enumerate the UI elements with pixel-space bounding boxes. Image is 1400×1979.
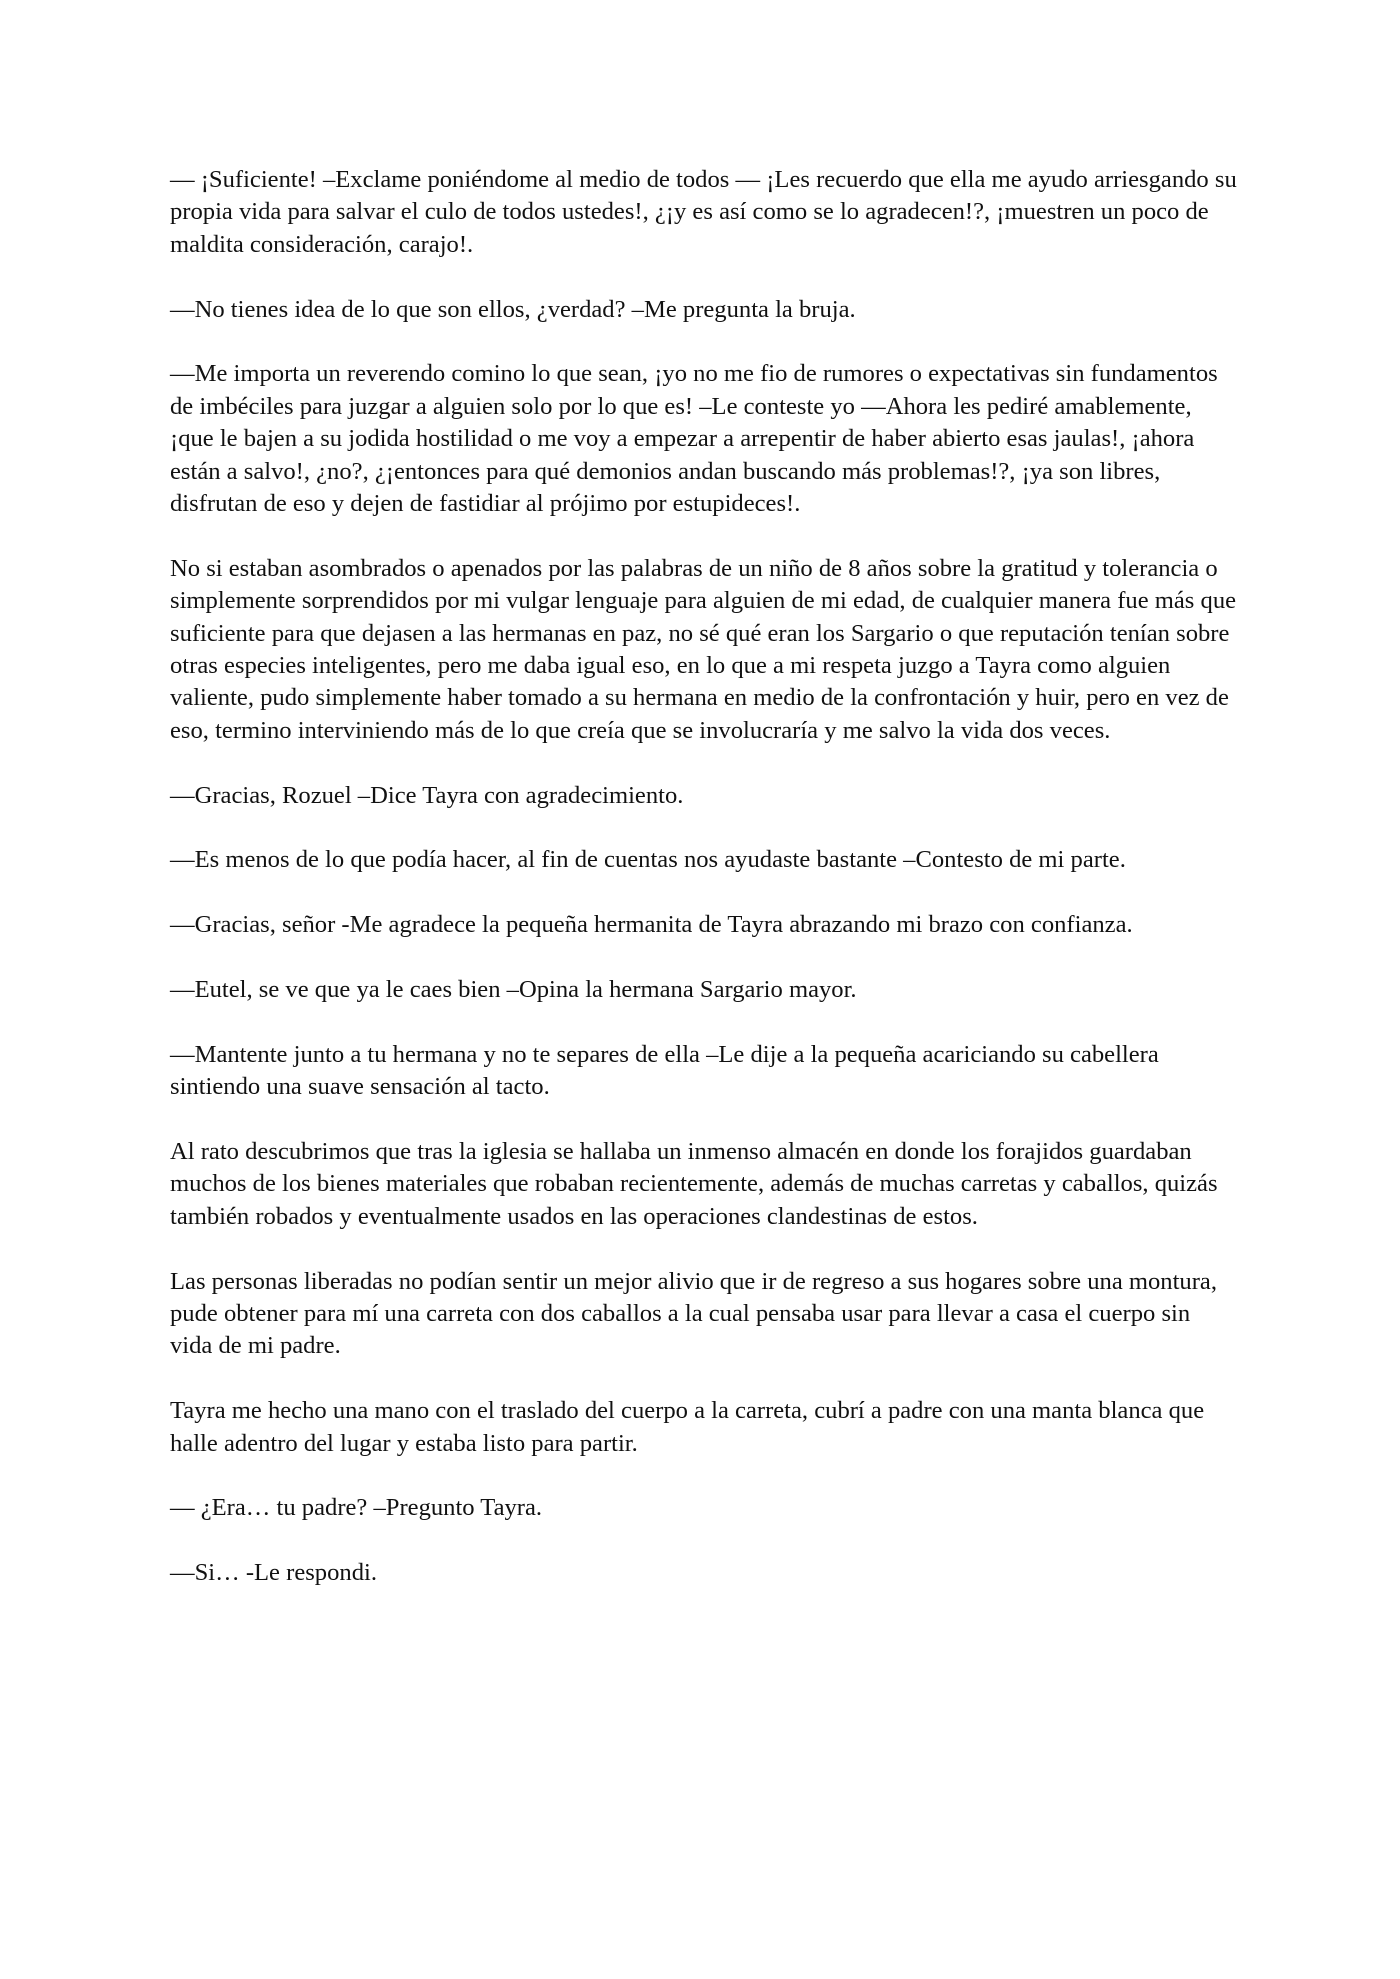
document-body <box>170 164 1238 1622</box>
paragraph: —Eutel, se ve que ya le caes bien –Opina la hermana Sargario mayor. <box>170 976 857 1004</box>
paragraph: — ¿Era… tu padre? –Pregunto Tayra. <box>170 1494 543 1522</box>
paragraph: —No tienes idea de lo que son ellos, ¿verdad? –Me pregunta la bruja. <box>170 295 856 323</box>
paragraph: Las personas liberadas no podían sentir un mejor alivio que ir de regreso a sus hogares sobre una montura, pude obtener para mí una carreta con dos caballos a la cual pensaba usar para llevar a casa el cuerpo sin vida de mi padre. <box>170 1267 1217 1360</box>
paragraph: —Me importa un reverendo comino lo que sean, ¡yo no me fio de rumores o expectativas sin fundamentos de imbéciles para juzgar a alguien solo por lo que es! –Le conteste yo —Ahora les pediré amablemente, ¡que le bajen a su jodida hostilidad o me voy a empezar a arrepentir de haber abierto esas jaulas!, ¡ahora están a salvo!, ¿no?, ¿¡entonces para qué demonios andan buscando más problemas!?, ¡ya son libres, disfrutan de eso y dejen de fastidiar al prójimo por estupideces!. <box>170 360 1218 518</box>
paragraph: —Gracias, señor -Me agradece la pequeña hermanita de Tayra abrazando mi brazo con confianza. <box>170 911 1133 939</box>
paragraph: —Mantente junto a tu hermana y no te separes de ella –Le dije a la pequeña acariciando su cabellera sintiendo una suave sensación al tacto. <box>170 1040 1159 1101</box>
paragraph: No si estaban asombrados o apenados por las palabras de un niño de 8 años sobre la gratitud y tolerancia o simplemente sorprendidos por mi vulgar lenguaje para alguien de mi edad, de cualquier manera fue más que suficiente para que dejasen a las hermanas en paz, no sé qué eran los Sargario o que reputación tenían sobre otras especies inteligentes, pero me daba igual eso, en lo que a mi respeta juzgo a Tayra como alguien valiente, pudo simplemente haber tomado a su hermana en medio de la confrontación y huir, pero en vez de eso, termino interviniendo más de lo que creía que se involucraría y me salvo la vida dos veces. <box>170 554 1237 744</box>
paragraph: Al rato descubrimos que tras la iglesia se hallaba un inmenso almacén en donde los forajidos guardaban muchos de los bienes materiales que robaban recientemente, además de muchas carretas y caballos, quizás también robados y eventualmente usados en las operaciones clandestinas de estos. <box>170 1138 1218 1230</box>
paragraph: — ¡Suficiente! –Exclame poniéndome al medio de todos — ¡Les recuerdo que ella me ayudo arriesgando su propia vida para salvar el culo de todos ustedes!, ¿¡y es así como se lo agradecen!?, ¡muestren un poco de maldita consideración, carajo!. <box>170 166 1237 258</box>
paragraph: —Si… -Le respondi. <box>170 1559 377 1587</box>
paragraph: —Es menos de lo que podía hacer, al fin de cuentas nos ayudaste bastante –Contesto de mi parte. <box>170 846 1126 874</box>
paragraph: —Gracias, Rozuel –Dice Tayra con agradecimiento. <box>170 781 684 809</box>
paragraph: Tayra me hecho una mano con el traslado del cuerpo a la carreta, cubrí a padre con una manta blanca que halle adentro del lugar y estaba listo para partir. <box>170 1397 1205 1457</box>
